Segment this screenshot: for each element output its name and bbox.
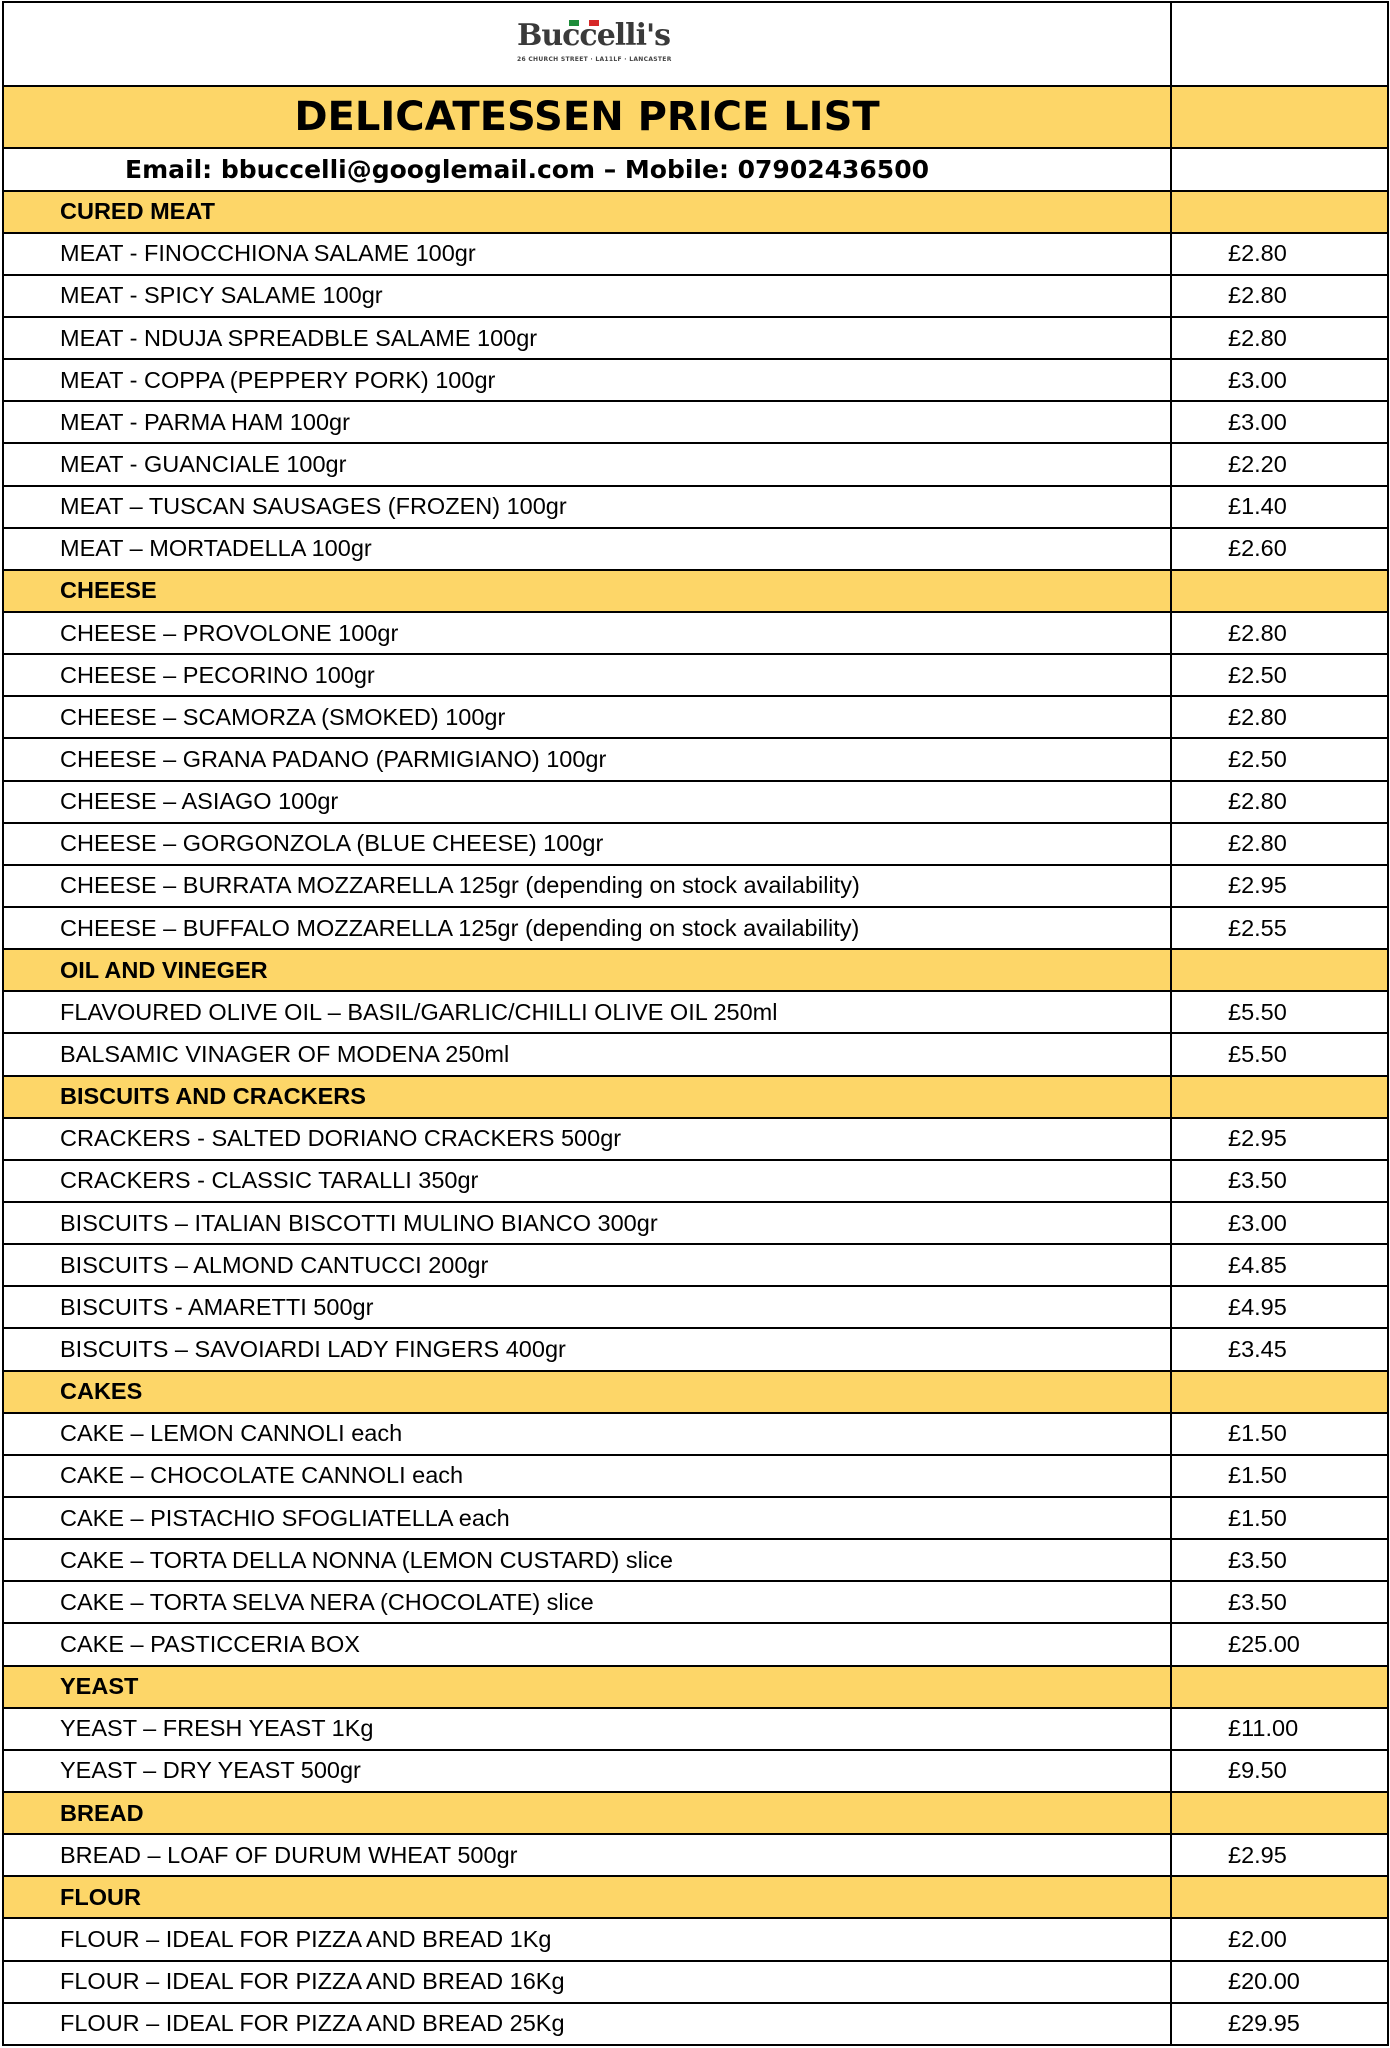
item-price: £2.80 xyxy=(1171,696,1388,738)
category-row xyxy=(3,1076,1388,1118)
item-row xyxy=(3,738,1388,780)
item-price: £2.50 xyxy=(1171,654,1388,696)
item-name: CAKE – PASTICCERIA BOX xyxy=(3,1623,1171,1665)
category-row xyxy=(3,949,1388,991)
category-name: OIL AND VINEGER xyxy=(3,949,1171,991)
item-name: MEAT - SPICY SALAME 100gr xyxy=(3,275,1171,317)
category-name: CURED MEAT xyxy=(3,191,1171,233)
item-price: £3.00 xyxy=(1171,359,1388,401)
item-name: BISCUITS – ALMOND CANTUCCI 200gr xyxy=(3,1244,1171,1286)
item-name: CAKE – PISTACHIO SFOGLIATELLA each xyxy=(3,1497,1171,1539)
item-row xyxy=(3,823,1388,865)
logo-cell xyxy=(3,2,1171,86)
item-row xyxy=(3,1581,1388,1623)
item-row xyxy=(3,486,1388,528)
item-name: CAKE – TORTA SELVA NERA (CHOCOLATE) slice xyxy=(3,1581,1171,1623)
item-row xyxy=(3,781,1388,823)
item-price: £3.00 xyxy=(1171,401,1388,443)
item-price: £3.00 xyxy=(1171,1202,1388,1244)
category-row xyxy=(3,1792,1388,1834)
item-name: CHEESE – BUFFALO MOZZARELLA 125gr (depending on stock availability) xyxy=(3,907,1171,949)
item-name: MEAT - PARMA HAM 100gr xyxy=(3,401,1171,443)
item-price: £2.20 xyxy=(1171,443,1388,485)
item-name: CAKE – CHOCOLATE CANNOLI each xyxy=(3,1455,1171,1497)
item-row xyxy=(3,2003,1388,2045)
contact-info: Email: bbuccelli@googlemail.com – Mobile: 07902436500 xyxy=(3,148,1171,190)
category-price-cell xyxy=(1171,1792,1388,1834)
item-row xyxy=(3,991,1388,1033)
logo-row xyxy=(3,2,1388,86)
item-name: CHEESE – GORGONZOLA (BLUE CHEESE) 100gr xyxy=(3,823,1171,865)
item-price: £2.80 xyxy=(1171,233,1388,275)
title-row xyxy=(3,86,1388,148)
logo-tagline: 26 CHURCH STREET · LA11LF · LANCASTER xyxy=(517,55,672,63)
category-price-cell xyxy=(1171,1076,1388,1118)
item-row xyxy=(3,1244,1388,1286)
category-name: CHEESE xyxy=(3,570,1171,612)
item-row xyxy=(3,1328,1388,1370)
item-row xyxy=(3,1539,1388,1581)
item-row xyxy=(3,865,1388,907)
category-row xyxy=(3,191,1388,233)
item-price: £11.00 xyxy=(1171,1708,1388,1750)
category-row xyxy=(3,570,1388,612)
item-row xyxy=(3,1202,1388,1244)
category-price-cell xyxy=(1171,191,1388,233)
item-price: £2.80 xyxy=(1171,612,1388,654)
item-row xyxy=(3,612,1388,654)
item-price: £29.95 xyxy=(1171,2003,1388,2045)
item-price: £1.50 xyxy=(1171,1455,1388,1497)
category-name: FLOUR xyxy=(3,1876,1171,1918)
category-price-cell xyxy=(1171,570,1388,612)
category-price-cell xyxy=(1171,1371,1388,1413)
item-name: CHEESE – SCAMORZA (SMOKED) 100gr xyxy=(3,696,1171,738)
logo-price-cell xyxy=(1171,2,1388,86)
item-price: £2.50 xyxy=(1171,738,1388,780)
item-price: £2.80 xyxy=(1171,275,1388,317)
item-name: CHEESE – BURRATA MOZZARELLA 125gr (depending on stock availability) xyxy=(3,865,1171,907)
item-price: £4.95 xyxy=(1171,1286,1388,1328)
item-row xyxy=(3,1750,1388,1792)
item-price: £2.95 xyxy=(1171,1118,1388,1160)
item-row xyxy=(3,1918,1388,1960)
item-row xyxy=(3,1623,1388,1665)
item-name: CAKE – TORTA DELLA NONNA (LEMON CUSTARD) slice xyxy=(3,1539,1171,1581)
category-price-cell xyxy=(1171,949,1388,991)
item-row xyxy=(3,233,1388,275)
item-price: £2.80 xyxy=(1171,823,1388,865)
item-price: £1.50 xyxy=(1171,1497,1388,1539)
category-name: BREAD xyxy=(3,1792,1171,1834)
price-list-body xyxy=(3,2,1388,2045)
item-row xyxy=(3,696,1388,738)
item-price: £2.95 xyxy=(1171,865,1388,907)
category-name: BISCUITS AND CRACKERS xyxy=(3,1076,1171,1118)
item-price: £3.45 xyxy=(1171,1328,1388,1370)
item-row xyxy=(3,1286,1388,1328)
page-title: DELICATESSEN PRICE LIST xyxy=(3,86,1171,148)
item-price: £25.00 xyxy=(1171,1623,1388,1665)
item-price: £4.85 xyxy=(1171,1244,1388,1286)
item-name: MEAT - NDUJA SPREADBLE SALAME 100gr xyxy=(3,317,1171,359)
category-name: YEAST xyxy=(3,1666,1171,1708)
item-name: BREAD – LOAF OF DURUM WHEAT 500gr xyxy=(3,1834,1171,1876)
item-row xyxy=(3,275,1388,317)
contact-row xyxy=(3,148,1388,190)
item-name: MEAT – TUSCAN SAUSAGES (FROZEN) 100gr xyxy=(3,486,1171,528)
item-name: CRACKERS - CLASSIC TARALLI 350gr xyxy=(3,1160,1171,1202)
item-row xyxy=(3,317,1388,359)
item-price: £5.50 xyxy=(1171,991,1388,1033)
item-price: £2.95 xyxy=(1171,1834,1388,1876)
item-row xyxy=(3,907,1388,949)
item-name: YEAST – DRY YEAST 500gr xyxy=(3,1750,1171,1792)
item-row xyxy=(3,1033,1388,1075)
title-price-cell xyxy=(1171,86,1388,148)
item-name: BISCUITS - AMARETTI 500gr xyxy=(3,1286,1171,1328)
item-name: MEAT - FINOCCHIONA SALAME 100gr xyxy=(3,233,1171,275)
item-price: £2.55 xyxy=(1171,907,1388,949)
item-row xyxy=(3,1708,1388,1750)
item-row xyxy=(3,443,1388,485)
item-price: £9.50 xyxy=(1171,1750,1388,1792)
category-price-cell xyxy=(1171,1876,1388,1918)
item-price: £3.50 xyxy=(1171,1160,1388,1202)
item-name: BALSAMIC VINAGER OF MODENA 250ml xyxy=(3,1033,1171,1075)
item-row xyxy=(3,654,1388,696)
item-name: FLOUR – IDEAL FOR PIZZA AND BREAD 1Kg xyxy=(3,1918,1171,1960)
item-name: CHEESE – ASIAGO 100gr xyxy=(3,781,1171,823)
item-row xyxy=(3,528,1388,570)
item-row xyxy=(3,359,1388,401)
item-price: £2.60 xyxy=(1171,528,1388,570)
item-price: £1.50 xyxy=(1171,1413,1388,1455)
item-row xyxy=(3,1413,1388,1455)
item-row xyxy=(3,1160,1388,1202)
item-name: CRACKERS - SALTED DORIANO CRACKERS 500gr xyxy=(3,1118,1171,1160)
item-name: MEAT - GUANCIALE 100gr xyxy=(3,443,1171,485)
item-price: £2.00 xyxy=(1171,1918,1388,1960)
item-price: £2.80 xyxy=(1171,317,1388,359)
item-price: £5.50 xyxy=(1171,1033,1388,1075)
category-price-cell xyxy=(1171,1666,1388,1708)
item-name: MEAT – MORTADELLA 100gr xyxy=(3,528,1171,570)
logo-wordmark: Buccelli's xyxy=(517,17,671,53)
item-price: £3.50 xyxy=(1171,1539,1388,1581)
item-row xyxy=(3,401,1388,443)
item-name: BISCUITS – SAVOIARDI LADY FINGERS 400gr xyxy=(3,1328,1171,1370)
category-row xyxy=(3,1876,1388,1918)
category-row xyxy=(3,1666,1388,1708)
item-name: BISCUITS – ITALIAN BISCOTTI MULINO BIANCO 300gr xyxy=(3,1202,1171,1244)
item-name: FLOUR – IDEAL FOR PIZZA AND BREAD 16Kg xyxy=(3,1961,1171,2003)
category-name: CAKES xyxy=(3,1371,1171,1413)
item-row xyxy=(3,1834,1388,1876)
item-price: £1.40 xyxy=(1171,486,1388,528)
contact-price-cell xyxy=(1171,148,1388,190)
item-name: YEAST – FRESH YEAST 1Kg xyxy=(3,1708,1171,1750)
price-list-table xyxy=(2,1,1389,2046)
item-name: FLOUR – IDEAL FOR PIZZA AND BREAD 25Kg xyxy=(3,2003,1171,2045)
category-row xyxy=(3,1371,1388,1413)
item-name: CHEESE – PECORINO 100gr xyxy=(3,654,1171,696)
item-row xyxy=(3,1455,1388,1497)
item-name: CHEESE – PROVOLONE 100gr xyxy=(3,612,1171,654)
item-row xyxy=(3,1497,1388,1539)
item-price: £2.80 xyxy=(1171,781,1388,823)
item-price: £3.50 xyxy=(1171,1581,1388,1623)
buccellis-logo xyxy=(517,17,672,70)
item-name: FLAVOURED OLIVE OIL – BASIL/GARLIC/CHILLI OLIVE OIL 250ml xyxy=(3,991,1171,1033)
item-name: CHEESE – GRANA PADANO (PARMIGIANO) 100gr xyxy=(3,738,1171,780)
item-name: CAKE – LEMON CANNOLI each xyxy=(3,1413,1171,1455)
item-price: £20.00 xyxy=(1171,1961,1388,2003)
item-row xyxy=(3,1118,1388,1160)
item-row xyxy=(3,1961,1388,2003)
item-name: MEAT - COPPA (PEPPERY PORK) 100gr xyxy=(3,359,1171,401)
